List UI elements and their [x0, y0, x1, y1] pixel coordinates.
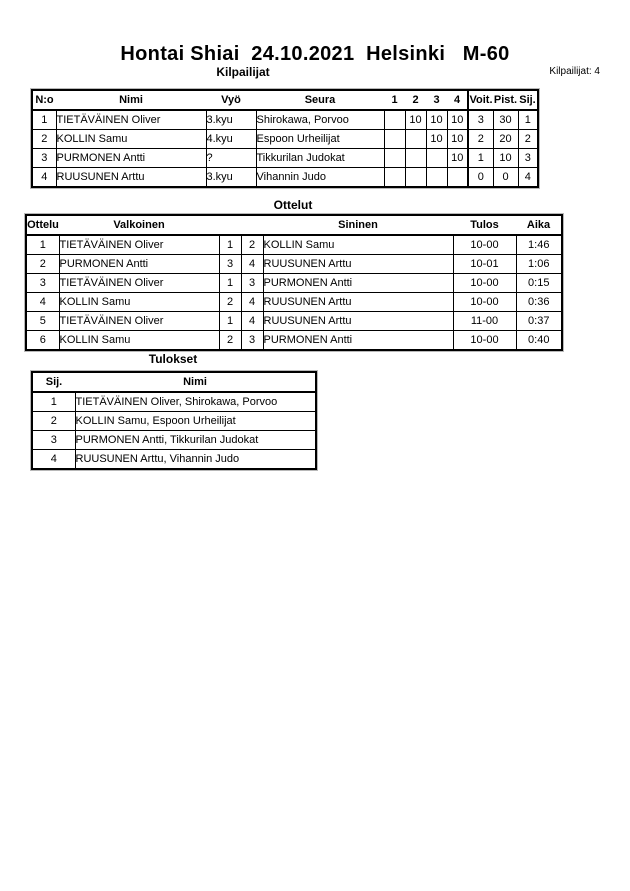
white-player-no: 2	[219, 331, 241, 351]
match-time: 0:36	[516, 293, 562, 312]
match-row	[26, 255, 562, 274]
col-place: Sij.	[32, 372, 75, 392]
match-row	[26, 331, 562, 351]
matches-section-title: Ottelut	[273, 198, 313, 212]
competitor-belt: ?	[206, 149, 256, 168]
white-player: TIETÄVÄINEN Oliver	[59, 274, 219, 293]
match-time: 1:46	[516, 235, 562, 255]
competitor-row	[32, 168, 538, 188]
result-place: 1	[32, 392, 75, 412]
round-1-score	[384, 110, 405, 130]
competitor-wins: 3	[468, 110, 493, 130]
result-row	[32, 450, 316, 470]
white-player: PURMONEN Antti	[59, 255, 219, 274]
blue-player: PURMONEN Antti	[263, 331, 453, 351]
blue-player: PURMONEN Antti	[263, 274, 453, 293]
competitor-club: Vihannin Judo	[256, 168, 384, 188]
competitor-count: Kilpailijat: 4	[549, 66, 600, 77]
match-time: 0:37	[516, 312, 562, 331]
col-r4: 4	[447, 90, 468, 110]
competitor-no: 4	[32, 168, 56, 188]
result-place: 2	[32, 412, 75, 431]
match-no: 4	[26, 293, 59, 312]
results-header-row	[32, 372, 316, 392]
round-4-score: 10	[447, 149, 468, 168]
competitor-club: Espoon Urheilijat	[256, 130, 384, 149]
round-3-score: 10	[426, 110, 447, 130]
white-player: TIETÄVÄINEN Oliver	[59, 312, 219, 331]
competitor-name: TIETÄVÄINEN Oliver	[56, 110, 206, 130]
match-score: 10-00	[453, 331, 516, 351]
col-points: Pist.	[493, 90, 518, 110]
result-place: 3	[32, 431, 75, 450]
results-section-title: Tulokset	[148, 352, 198, 366]
match-time: 1:06	[516, 255, 562, 274]
competitor-row	[32, 130, 538, 149]
blue-player: RUUSUNEN Arttu	[263, 312, 453, 331]
match-score: 11-00	[453, 312, 516, 331]
competitor-wins: 2	[468, 130, 493, 149]
result-place: 4	[32, 450, 75, 470]
matches-header-row	[26, 215, 562, 235]
competitor-no: 1	[32, 110, 56, 130]
blue-player: RUUSUNEN Arttu	[263, 255, 453, 274]
blue-player-no: 3	[241, 331, 263, 351]
competitor-points: 0	[493, 168, 518, 188]
round-4-score	[447, 168, 468, 188]
blue-player-no: 2	[241, 235, 263, 255]
match-row	[26, 293, 562, 312]
competitor-place: 4	[518, 168, 538, 188]
result-name: PURMONEN Antti, Tikkurilan Judokat	[75, 431, 316, 450]
round-2-score	[405, 168, 426, 188]
match-no: 3	[26, 274, 59, 293]
competitor-row	[32, 110, 538, 130]
competitor-belt: 3.kyu	[206, 110, 256, 130]
blue-player: KOLLIN Samu	[263, 235, 453, 255]
match-row	[26, 235, 562, 255]
col-r3: 3	[426, 90, 447, 110]
competitors-table	[31, 89, 539, 188]
competitor-club: Shirokawa, Porvoo	[256, 110, 384, 130]
col-belt: Vyö	[206, 90, 256, 110]
matches-table	[25, 214, 563, 351]
round-3-score: 10	[426, 130, 447, 149]
col-name: Nimi	[75, 372, 316, 392]
col-blue-no	[241, 215, 263, 235]
col-r2: 2	[405, 90, 426, 110]
match-no: 1	[26, 235, 59, 255]
competitor-no: 3	[32, 149, 56, 168]
col-r1: 1	[384, 90, 405, 110]
round-4-score: 10	[447, 130, 468, 149]
round-4-score: 10	[447, 110, 468, 130]
col-match-no: Ottelu	[26, 215, 59, 235]
white-player: KOLLIN Samu	[59, 331, 219, 351]
white-player-no: 1	[219, 274, 241, 293]
competitor-row	[32, 149, 538, 168]
competitor-wins: 0	[468, 168, 493, 188]
competitor-place: 3	[518, 149, 538, 168]
match-no: 5	[26, 312, 59, 331]
blue-player: RUUSUNEN Arttu	[263, 293, 453, 312]
white-player-no: 2	[219, 293, 241, 312]
result-name: KOLLIN Samu, Espoon Urheilijat	[75, 412, 316, 431]
round-1-score	[384, 149, 405, 168]
round-3-score	[426, 149, 447, 168]
round-1-score	[384, 130, 405, 149]
match-score: 10-00	[453, 235, 516, 255]
col-no: N:o	[32, 90, 56, 110]
col-wins: Voit.	[468, 90, 493, 110]
col-time: Aika	[516, 215, 562, 235]
match-score: 10-01	[453, 255, 516, 274]
round-2-score: 10	[405, 110, 426, 130]
white-player-no: 1	[219, 312, 241, 331]
result-row	[32, 412, 316, 431]
match-score: 10-00	[453, 293, 516, 312]
competitor-no: 2	[32, 130, 56, 149]
competitor-points: 20	[493, 130, 518, 149]
round-2-score	[405, 130, 426, 149]
match-no: 2	[26, 255, 59, 274]
match-score: 10-00	[453, 274, 516, 293]
blue-player-no: 4	[241, 293, 263, 312]
white-player-no: 3	[219, 255, 241, 274]
competitor-name: PURMONEN Antti	[56, 149, 206, 168]
round-2-score	[405, 149, 426, 168]
result-name: TIETÄVÄINEN Oliver, Shirokawa, Porvoo	[75, 392, 316, 412]
result-name: RUUSUNEN Arttu, Vihannin Judo	[75, 450, 316, 470]
white-player-no: 1	[219, 235, 241, 255]
competitor-place: 2	[518, 130, 538, 149]
competitor-belt: 3.kyu	[206, 168, 256, 188]
result-row	[32, 431, 316, 450]
col-club: Seura	[256, 90, 384, 110]
match-row	[26, 312, 562, 331]
competitor-belt: 4.kyu	[206, 130, 256, 149]
round-1-score	[384, 168, 405, 188]
competitor-points: 10	[493, 149, 518, 168]
blue-player-no: 4	[241, 255, 263, 274]
result-row	[32, 392, 316, 412]
round-3-score	[426, 168, 447, 188]
col-white: Valkoinen	[59, 215, 219, 235]
white-player: TIETÄVÄINEN Oliver	[59, 235, 219, 255]
competitors-section-title: Kilpailijat	[216, 65, 270, 79]
match-no: 6	[26, 331, 59, 351]
competitor-place: 1	[518, 110, 538, 130]
competitor-name: RUUSUNEN Arttu	[56, 168, 206, 188]
col-place: Sij.	[518, 90, 538, 110]
competitor-wins: 1	[468, 149, 493, 168]
page-title: Hontai Shiai 24.10.2021 Helsinki M-60	[120, 43, 510, 65]
competitors-header-row	[32, 90, 538, 110]
col-name: Nimi	[56, 90, 206, 110]
competitor-name: KOLLIN Samu	[56, 130, 206, 149]
match-time: 0:15	[516, 274, 562, 293]
match-time: 0:40	[516, 331, 562, 351]
white-player: KOLLIN Samu	[59, 293, 219, 312]
blue-player-no: 3	[241, 274, 263, 293]
col-score: Tulos	[453, 215, 516, 235]
competitor-club: Tikkurilan Judokat	[256, 149, 384, 168]
results-table	[31, 371, 317, 470]
col-white-no	[219, 215, 241, 235]
competitor-points: 30	[493, 110, 518, 130]
match-row	[26, 274, 562, 293]
col-blue: Sininen	[263, 215, 453, 235]
blue-player-no: 4	[241, 312, 263, 331]
